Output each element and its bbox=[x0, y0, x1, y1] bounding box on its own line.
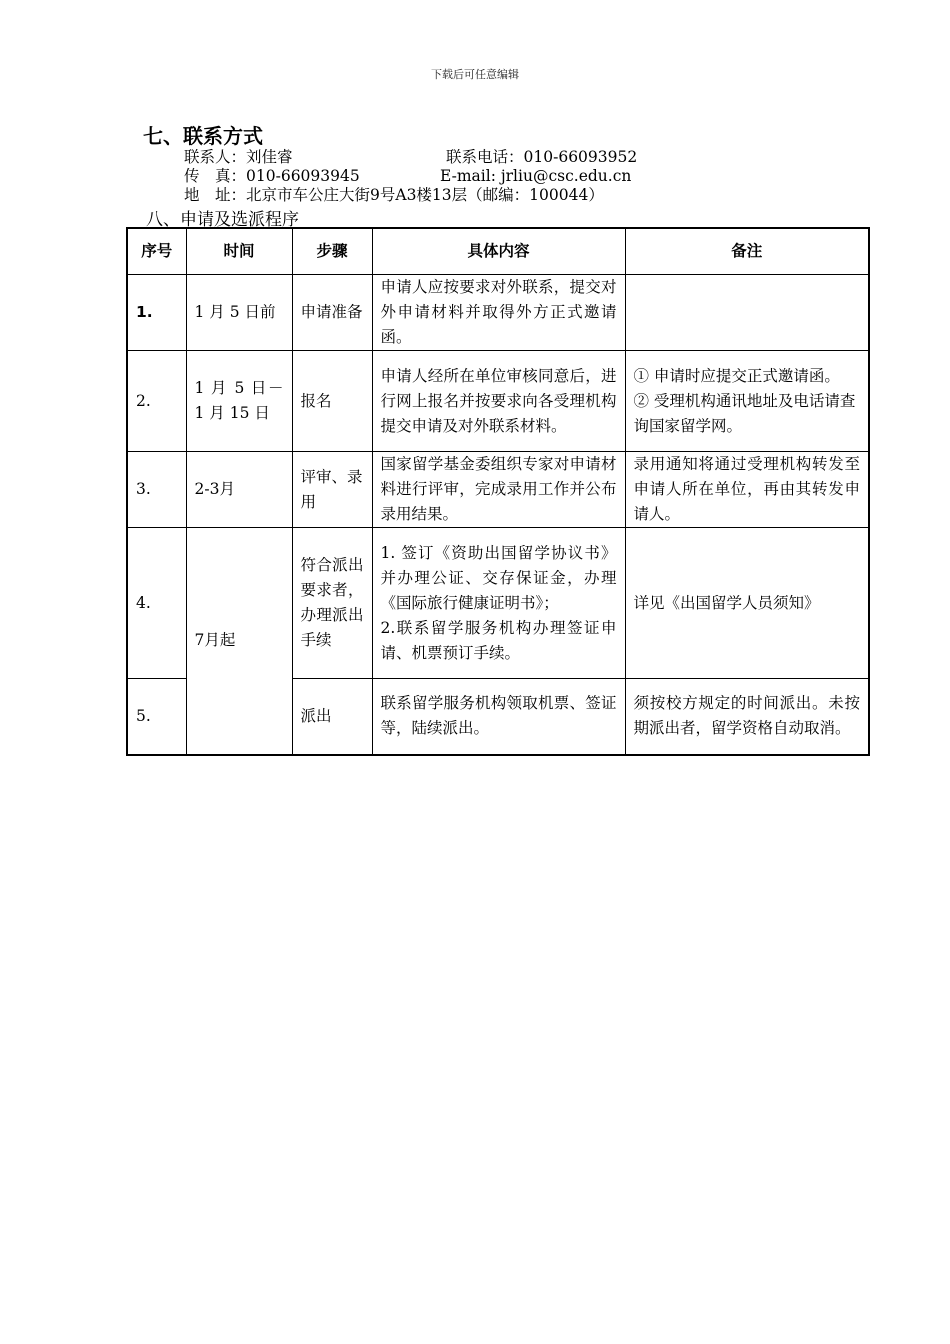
contact-label: 联系人： bbox=[184, 148, 247, 166]
address-value: 北京市车公庄大街9号A3楼13层（邮编：100044） bbox=[246, 186, 604, 204]
table-row bbox=[127, 351, 869, 452]
row-seq: 1. bbox=[127, 275, 186, 351]
note-item: ① 申请时应提交正式邀请函。 bbox=[633, 366, 840, 385]
row-time: 1 月 5 日前 bbox=[186, 275, 292, 351]
row-time: 2-3月 bbox=[186, 452, 292, 528]
note-item: ② 受理机构通讯地址及电话请查询国家留学网。 bbox=[633, 391, 856, 435]
row-seq: 5. bbox=[127, 679, 186, 755]
address-line bbox=[184, 186, 604, 205]
email-value[interactable]: jrliu@csc.edu.cn bbox=[500, 167, 632, 185]
header-content: 具体内容 bbox=[372, 228, 625, 275]
phone-value: 010-66093952 bbox=[523, 148, 638, 166]
row-note bbox=[625, 351, 869, 452]
row-note: 录用通知将通过受理机构转发至申请人所在单位，再由其转发申请人。 bbox=[625, 452, 869, 528]
row-step: 评审、录用 bbox=[292, 452, 372, 528]
table-header-row bbox=[127, 228, 869, 275]
section7-title: 七、联系方式 bbox=[143, 124, 263, 148]
header-note: 下载后可任意编辑 bbox=[431, 68, 519, 81]
row-note: 须按校方规定的时间派出。未按期派出者，留学资格自动取消。 bbox=[625, 679, 869, 755]
email-line bbox=[440, 167, 631, 186]
row-content: 申请人应按要求对外联系，提交对外申请材料并取得外方正式邀请函。 bbox=[372, 275, 625, 351]
row-step: 派出 bbox=[292, 679, 372, 755]
content-item: 2.联系留学服务机构办理签证申请、机票预订手续。 bbox=[380, 618, 617, 662]
row-time: 1 月 5 日－1 月 15 日 bbox=[186, 351, 292, 452]
email-label: E-mail: bbox=[440, 167, 501, 185]
content-item: 1. 签订《资助出国留学协议书》并办理公证、交存保证金，办理《国际旅行健康证明书》； bbox=[380, 543, 617, 612]
address-label: 地 址： bbox=[184, 186, 247, 204]
header-step: 步骤 bbox=[292, 228, 372, 275]
row-note: 详见《出国留学人员须知》 bbox=[625, 528, 869, 679]
row-content: 申请人经所在单位审核同意后，进行网上报名并按要求向各受理机构提交申请及对外联系材料。 bbox=[372, 351, 625, 452]
header-seq: 序号 bbox=[127, 228, 186, 275]
table-row bbox=[127, 528, 869, 679]
table-row bbox=[127, 275, 869, 351]
table-row bbox=[127, 452, 869, 528]
row-content: 联系留学服务机构领取机票、签证等，陆续派出。 bbox=[372, 679, 625, 755]
phone-label: 联系电话： bbox=[446, 148, 524, 166]
row-note bbox=[625, 275, 869, 351]
row-seq: 3. bbox=[127, 452, 186, 528]
phone-line bbox=[446, 148, 637, 167]
section8-title: 八、申请及选派程序 bbox=[146, 210, 299, 230]
procedure-table bbox=[126, 227, 870, 756]
row-seq: 4. bbox=[127, 528, 186, 679]
row-seq: 2. bbox=[127, 351, 186, 452]
fax-line bbox=[184, 167, 360, 186]
contact-line bbox=[184, 148, 293, 167]
header-note: 备注 bbox=[625, 228, 869, 275]
row-step: 报名 bbox=[292, 351, 372, 452]
row-time: 7月起 bbox=[186, 528, 292, 755]
header-time: 时间 bbox=[186, 228, 292, 275]
row-step: 符合派出要求者，办理派出手续 bbox=[292, 528, 372, 679]
contact-name: 刘佳睿 bbox=[246, 148, 293, 166]
fax-label: 传 真： bbox=[184, 167, 247, 185]
row-content: 国家留学基金委组织专家对申请材料进行评审，完成录用工作并公布录用结果。 bbox=[372, 452, 625, 528]
fax-value: 010-66093945 bbox=[246, 167, 360, 185]
row-content bbox=[372, 528, 625, 679]
row-step: 申请准备 bbox=[292, 275, 372, 351]
